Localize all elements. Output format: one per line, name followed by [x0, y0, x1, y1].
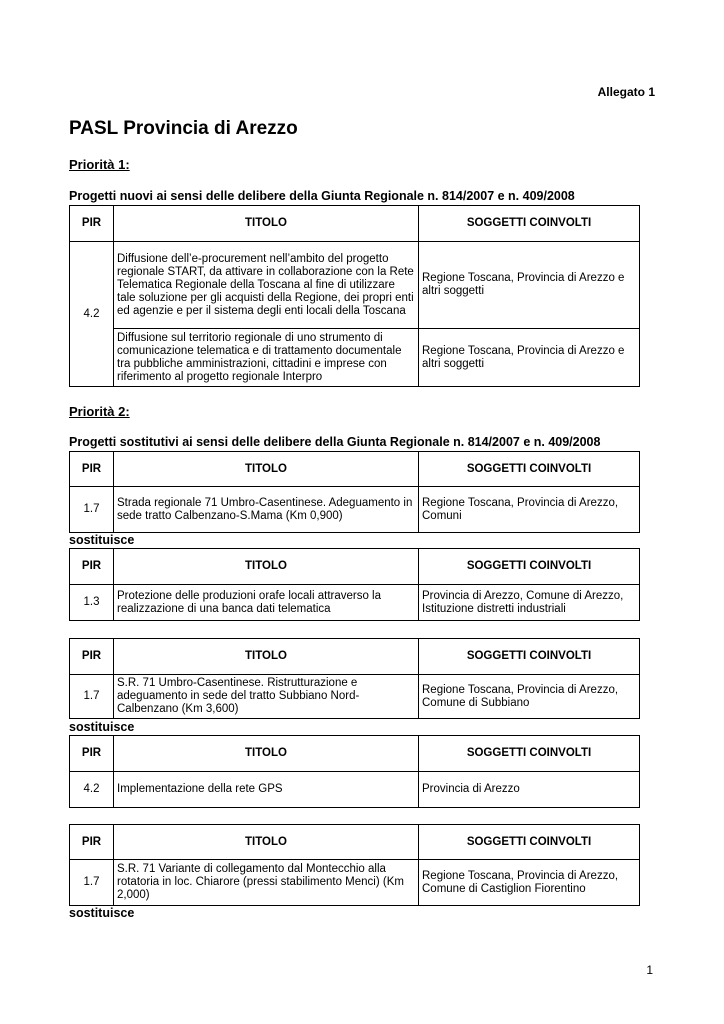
column-header-titolo: TITOLO: [114, 825, 419, 860]
priorita-2-subtitle: Progetti sostitutivi ai sensi delle delibere della Giunta Regionale n. 814/2007 e n. 409/2008: [69, 435, 601, 449]
priorita-1-subtitle: Progetti nuovi ai sensi delle delibere della Giunta Regionale n. 814/2007 e n. 409/2008: [69, 189, 575, 203]
titolo-cell: Strada regionale 71 Umbro-Casentinese. Adeguamento in sede tratto Calbenzano-S.Mama (Km 0,900): [114, 487, 419, 533]
table-header-row: [70, 736, 640, 772]
table-row: [70, 772, 640, 808]
soggetti-cell: Regione Toscana, Provincia di Arezzo e altri soggetti: [419, 329, 640, 387]
pir-cell: 1.3: [70, 585, 114, 621]
table-row: [70, 585, 640, 621]
priorita-1-table: [69, 205, 640, 387]
column-header-soggetti: SOGGETTI COINVOLTI: [419, 452, 640, 487]
replacement-project-table: [69, 451, 640, 533]
column-header-titolo: TITOLO: [114, 736, 419, 772]
priorita-1-heading: Priorità 1:: [69, 157, 130, 172]
soggetti-cell: Provincia di Arezzo: [419, 772, 640, 808]
column-header-titolo: TITOLO: [114, 639, 419, 675]
sostituisce-label: sostituisce: [69, 720, 135, 734]
column-header-pir: PIR: [70, 639, 114, 675]
column-header-soggetti: SOGGETTI COINVOLTI: [419, 549, 640, 585]
titolo-cell: Implementazione della rete GPS: [114, 772, 419, 808]
pir-cell: 4.2: [70, 242, 114, 387]
table-row: [70, 675, 640, 719]
soggetti-cell: Regione Toscana, Provincia di Arezzo, Comune di Castiglion Fiorentino: [419, 860, 640, 906]
pir-cell: 1.7: [70, 675, 114, 719]
allegato-label: Allegato 1: [597, 85, 655, 99]
table-row: [70, 242, 640, 329]
replaced-project-table: [69, 548, 640, 621]
soggetti-cell: Regione Toscana, Provincia di Arezzo, Comune di Subbiano: [419, 675, 640, 719]
table-header-row: [70, 639, 640, 675]
soggetti-cell: Provincia di Arezzo, Comune di Arezzo, Istituzione distretti industriali: [419, 585, 640, 621]
table-row: [70, 487, 640, 533]
titolo-cell: S.R. 71 Umbro-Casentinese. Ristrutturazione e adeguamento in sede del tratto Subbiano Nord-Calbenzano (Km 3,600): [114, 675, 419, 719]
column-header-pir: PIR: [70, 825, 114, 860]
table-header-row: [70, 825, 640, 860]
titolo-cell: S.R. 71 Variante di collegamento dal Montecchio alla rotatoria in loc. Chiarore (pressi stabilimento Menci) (Km 2,000): [114, 860, 419, 906]
pir-cell: 1.7: [70, 487, 114, 533]
table-header-row: [70, 206, 640, 242]
titolo-cell: Diffusione sul territorio regionale di uno strumento di comunicazione telematica e di trattamento documentale tra pubbliche amministrazioni, cittadini e imprese con riferimento al progetto regionale Interpro: [114, 329, 419, 387]
soggetti-cell: Regione Toscana, Provincia di Arezzo e altri soggetti: [419, 242, 640, 329]
column-header-soggetti: SOGGETTI COINVOLTI: [419, 825, 640, 860]
priorita-2-heading: Priorità 2:: [69, 404, 130, 419]
sostituisce-label: sostituisce: [69, 906, 135, 920]
replaced-project-table: [69, 735, 640, 808]
column-header-pir: PIR: [70, 736, 114, 772]
column-header-titolo: TITOLO: [114, 452, 419, 487]
table-row: [70, 329, 640, 387]
replacement-project-table: [69, 824, 640, 906]
titolo-cell: Protezione delle produzioni orafe locali attraverso la realizzazione di una banca dati telematica: [114, 585, 419, 621]
soggetti-cell: Regione Toscana, Provincia di Arezzo, Comuni: [419, 487, 640, 533]
column-header-soggetti: SOGGETTI COINVOLTI: [419, 736, 640, 772]
column-header-soggetti: SOGGETTI COINVOLTI: [419, 639, 640, 675]
pir-cell: 4.2: [70, 772, 114, 808]
column-header-pir: PIR: [70, 206, 114, 242]
table-header-row: [70, 549, 640, 585]
column-header-pir: PIR: [70, 452, 114, 487]
column-header-pir: PIR: [70, 549, 114, 585]
titolo-cell: Diffusione dell’e-procurement nell’ambito del progetto regionale START, da attivare in collaborazione con la Rete Telematica Regionale della Toscana al fine di utilizzare tale soluzione per gli acquisti della Regione, dei propri enti ed agenzie e per il sistema degli enti locali della Toscana: [114, 242, 419, 329]
table-row: [70, 860, 640, 906]
replacement-project-table: [69, 638, 640, 719]
page-number: 1: [646, 963, 653, 977]
table-header-row: [70, 452, 640, 487]
column-header-soggetti: SOGGETTI COINVOLTI: [419, 206, 640, 242]
sostituisce-label: sostituisce: [69, 533, 135, 547]
column-header-titolo: TITOLO: [114, 206, 419, 242]
column-header-titolo: TITOLO: [114, 549, 419, 585]
pir-cell: 1.7: [70, 860, 114, 906]
page-title: PASL Provincia di Arezzo: [69, 118, 298, 139]
